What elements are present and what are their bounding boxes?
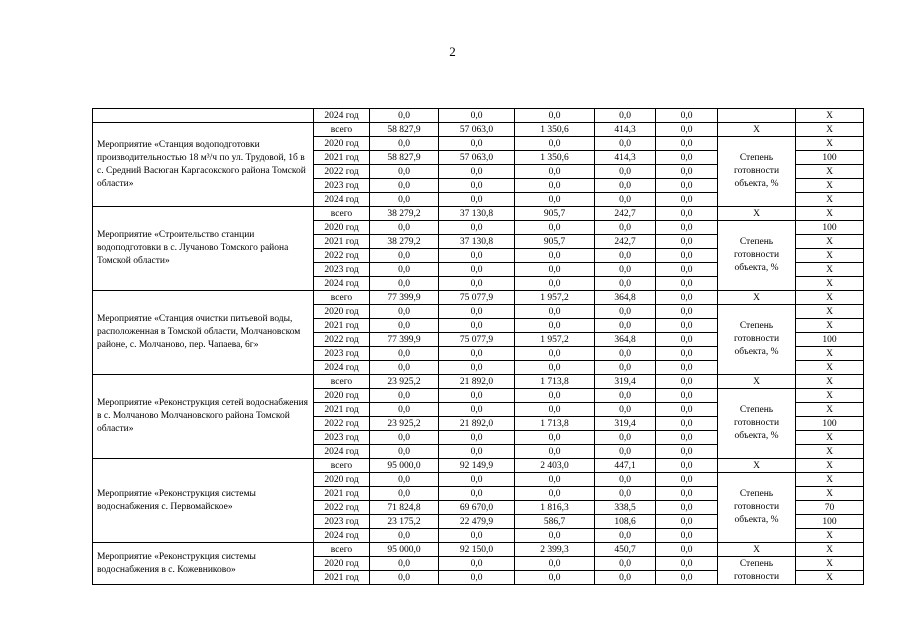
activity-name: Мероприятие «Строительство станции водоподготовки в с. Лучаново Томского района Томской области»	[93, 207, 314, 291]
value-cell: 92 150,0	[439, 543, 515, 557]
activity-name: Мероприятие «Реконструкция системы водоснабжения в с. Кожевниково»	[93, 543, 314, 585]
value-cell: 37 130,8	[439, 235, 515, 249]
value-cell: 0,0	[515, 277, 595, 291]
value-cell: 0,0	[370, 361, 439, 375]
value-cell: 0,0	[439, 557, 515, 571]
value-cell: 0,0	[656, 207, 718, 221]
value-cell: 0,0	[439, 389, 515, 403]
value-cell: 0,0	[370, 179, 439, 193]
value-cell: 57 063,0	[439, 151, 515, 165]
table-body	[93, 109, 864, 585]
value-cell: 1 957,2	[515, 291, 595, 305]
value-cell: 0,0	[656, 529, 718, 543]
value-cell: 0,0	[370, 445, 439, 459]
value-cell: 447,1	[595, 459, 656, 473]
year-cell: 2022 год	[314, 249, 370, 263]
value-cell: 0,0	[656, 543, 718, 557]
value-cell: 364,8	[595, 291, 656, 305]
value-cell: 0,0	[439, 487, 515, 501]
value-cell: 0,0	[656, 473, 718, 487]
target-cell: X	[796, 305, 864, 319]
value-cell: 0,0	[595, 529, 656, 543]
target-cell: X	[796, 375, 864, 389]
value-cell: 0,0	[515, 403, 595, 417]
value-cell: 2 403,0	[515, 459, 595, 473]
value-cell: 0,0	[595, 487, 656, 501]
value-cell: 0,0	[656, 459, 718, 473]
value-cell: 0,0	[439, 137, 515, 151]
value-cell: 0,0	[515, 529, 595, 543]
value-cell: 364,8	[595, 333, 656, 347]
value-cell: 0,0	[370, 557, 439, 571]
value-cell: 0,0	[515, 473, 595, 487]
value-cell: 0,0	[515, 361, 595, 375]
indicator-name: Степень готовности объекта, %	[718, 473, 796, 543]
value-cell: 0,0	[515, 179, 595, 193]
value-cell: 319,4	[595, 375, 656, 389]
activity-name: Мероприятие «Станция водоподготовки производительностью 18 м³/ч по ул. Трудовой, 1б в с. Средний Васюган Каргасокского района Томской области»	[93, 123, 314, 207]
year-cell: всего	[314, 459, 370, 473]
blank-cell	[93, 109, 314, 123]
value-cell: 0,0	[656, 361, 718, 375]
value-cell: 0,0	[515, 137, 595, 151]
target-cell: X	[796, 389, 864, 403]
value-cell: 0,0	[515, 249, 595, 263]
value-cell: 0,0	[656, 571, 718, 585]
value-cell: 0,0	[370, 347, 439, 361]
value-cell: 0,0	[595, 137, 656, 151]
target-cell: X	[796, 137, 864, 151]
year-cell: 2024 год	[314, 529, 370, 543]
value-cell: 0,0	[656, 389, 718, 403]
target-cell: X	[796, 319, 864, 333]
page-number: 2	[449, 44, 456, 59]
target-cell: X	[796, 403, 864, 417]
year-cell: 2020 год	[314, 221, 370, 235]
value-cell: 38 279,2	[370, 207, 439, 221]
value-cell: 77 399,9	[370, 333, 439, 347]
activity-name: Мероприятие «Реконструкция системы водоснабжения с. Первомайское»	[93, 459, 314, 543]
value-cell: 0,0	[370, 221, 439, 235]
value-cell: 0,0	[439, 249, 515, 263]
value-cell: 0,0	[656, 305, 718, 319]
target-cell: X	[796, 543, 864, 557]
target-cell: X	[796, 361, 864, 375]
value-cell: 0,0	[656, 515, 718, 529]
value-cell: 0,0	[656, 487, 718, 501]
value-cell: 0,0	[656, 403, 718, 417]
value-cell: 0,0	[595, 403, 656, 417]
target-cell: X	[796, 207, 864, 221]
value-cell: 0,0	[439, 193, 515, 207]
indicator-cell	[718, 109, 796, 123]
value-cell: 75 077,9	[439, 333, 515, 347]
value-cell: 23 175,2	[370, 515, 439, 529]
value-cell: 0,0	[656, 417, 718, 431]
year-cell: 2023 год	[314, 179, 370, 193]
value-cell: 450,7	[595, 543, 656, 557]
value-cell: 0,0	[370, 249, 439, 263]
target-cell: 100	[796, 333, 864, 347]
value-cell: 0,0	[439, 165, 515, 179]
value-cell: 0,0	[439, 431, 515, 445]
value-cell: 0,0	[515, 347, 595, 361]
year-cell: 2020 год	[314, 473, 370, 487]
target-cell: X	[796, 529, 864, 543]
target-cell: X	[796, 277, 864, 291]
value-cell: 0,0	[370, 193, 439, 207]
indicator-cell: X	[718, 207, 796, 221]
value-cell: 0,0	[656, 375, 718, 389]
value-cell: 0,0	[439, 277, 515, 291]
value-cell: 0,0	[595, 179, 656, 193]
value-cell: 0,0	[515, 305, 595, 319]
value-cell: 0,0	[656, 249, 718, 263]
value-cell: 242,7	[595, 235, 656, 249]
target-cell: X	[796, 165, 864, 179]
value-cell: 0,0	[370, 109, 439, 123]
target-cell: X	[796, 445, 864, 459]
activity-name: Мероприятие «Станция очистки питьевой воды, расположенная в Томской области, Молчановском районе, с. Молчаново, пер. Чапаева, 6г»	[93, 291, 314, 375]
year-cell: 2022 год	[314, 417, 370, 431]
table-row	[93, 291, 864, 305]
year-cell: 2023 год	[314, 347, 370, 361]
value-cell: 0,0	[656, 291, 718, 305]
target-cell: X	[796, 193, 864, 207]
value-cell: 0,0	[370, 389, 439, 403]
year-cell: всего	[314, 375, 370, 389]
indicator-cell: X	[718, 291, 796, 305]
value-cell: 0,0	[515, 165, 595, 179]
value-cell: 0,0	[656, 263, 718, 277]
indicator-cell: X	[718, 543, 796, 557]
year-cell: 2023 год	[314, 515, 370, 529]
value-cell: 37 130,8	[439, 207, 515, 221]
value-cell: 0,0	[656, 165, 718, 179]
value-cell: 0,0	[515, 109, 595, 123]
value-cell: 414,3	[595, 151, 656, 165]
year-cell: 2024 год	[314, 193, 370, 207]
target-cell: X	[796, 263, 864, 277]
target-cell: X	[796, 459, 864, 473]
value-cell: 1 713,8	[515, 375, 595, 389]
value-cell: 0,0	[370, 305, 439, 319]
value-cell: 0,0	[439, 305, 515, 319]
table-row	[93, 459, 864, 473]
table-row	[93, 123, 864, 137]
indicator-name: Степень готовности объекта, %	[718, 137, 796, 207]
year-cell: 2022 год	[314, 501, 370, 515]
value-cell: 0,0	[656, 445, 718, 459]
value-cell: 92 149,9	[439, 459, 515, 473]
value-cell: 71 824,8	[370, 501, 439, 515]
value-cell: 0,0	[595, 221, 656, 235]
year-cell: 2021 год	[314, 571, 370, 585]
year-cell: 2023 год	[314, 263, 370, 277]
value-cell: 0,0	[370, 263, 439, 277]
value-cell: 0,0	[439, 319, 515, 333]
value-cell: 319,4	[595, 417, 656, 431]
year-cell: 2023 год	[314, 431, 370, 445]
indicator-cell: X	[718, 459, 796, 473]
value-cell: 0,0	[515, 221, 595, 235]
value-cell: 22 479,9	[439, 515, 515, 529]
value-cell: 0,0	[515, 571, 595, 585]
value-cell: 21 892,0	[439, 375, 515, 389]
target-cell: 70	[796, 501, 864, 515]
value-cell: 0,0	[439, 445, 515, 459]
year-cell: 2020 год	[314, 389, 370, 403]
value-cell: 0,0	[370, 165, 439, 179]
value-cell: 0,0	[656, 319, 718, 333]
value-cell: 0,0	[370, 403, 439, 417]
indicator-name: Степень готовности объекта, %	[718, 221, 796, 291]
year-cell: 2021 год	[314, 151, 370, 165]
value-cell: 0,0	[370, 487, 439, 501]
activity-table	[92, 108, 864, 585]
value-cell: 1 816,3	[515, 501, 595, 515]
year-cell: 2024 год	[314, 277, 370, 291]
value-cell: 0,0	[595, 445, 656, 459]
indicator-name: Степень готовности	[718, 557, 796, 585]
value-cell: 23 925,2	[370, 417, 439, 431]
value-cell: 0,0	[515, 445, 595, 459]
value-cell: 75 077,9	[439, 291, 515, 305]
value-cell: 0,0	[439, 473, 515, 487]
value-cell: 0,0	[595, 389, 656, 403]
target-cell: X	[796, 235, 864, 249]
value-cell: 242,7	[595, 207, 656, 221]
value-cell: 0,0	[595, 571, 656, 585]
value-cell: 0,0	[595, 305, 656, 319]
value-cell: 0,0	[595, 165, 656, 179]
value-cell: 905,7	[515, 207, 595, 221]
indicator-name: Степень готовности объекта, %	[718, 389, 796, 459]
target-cell: 100	[796, 151, 864, 165]
value-cell: 905,7	[515, 235, 595, 249]
value-cell: 108,6	[595, 515, 656, 529]
value-cell: 0,0	[595, 473, 656, 487]
target-cell: 100	[796, 515, 864, 529]
value-cell: 0,0	[595, 277, 656, 291]
target-cell: X	[796, 431, 864, 445]
value-cell: 0,0	[370, 431, 439, 445]
value-cell: 586,7	[515, 515, 595, 529]
value-cell: 38 279,2	[370, 235, 439, 249]
value-cell: 0,0	[656, 431, 718, 445]
value-cell: 0,0	[595, 193, 656, 207]
value-cell: 1 350,6	[515, 123, 595, 137]
value-cell: 0,0	[370, 529, 439, 543]
table-row	[93, 375, 864, 389]
value-cell: 77 399,9	[370, 291, 439, 305]
year-cell: 2020 год	[314, 557, 370, 571]
year-cell: всего	[314, 123, 370, 137]
value-cell: 95 000,0	[370, 543, 439, 557]
year-cell: 2021 год	[314, 403, 370, 417]
value-cell: 0,0	[439, 403, 515, 417]
value-cell: 414,3	[595, 123, 656, 137]
value-cell: 0,0	[515, 487, 595, 501]
value-cell: 0,0	[439, 529, 515, 543]
value-cell: 0,0	[439, 179, 515, 193]
value-cell: 21 892,0	[439, 417, 515, 431]
value-cell: 0,0	[370, 277, 439, 291]
value-cell: 0,0	[370, 473, 439, 487]
value-cell: 69 670,0	[439, 501, 515, 515]
value-cell: 0,0	[439, 361, 515, 375]
year-cell: 2021 год	[314, 319, 370, 333]
target-cell: X	[796, 473, 864, 487]
table-row	[93, 543, 864, 557]
value-cell: 0,0	[515, 193, 595, 207]
year-cell: 2024 год	[314, 109, 370, 123]
target-cell: 100	[796, 221, 864, 235]
year-cell: 2020 год	[314, 137, 370, 151]
year-cell: 2021 год	[314, 487, 370, 501]
target-cell: X	[796, 291, 864, 305]
value-cell: 0,0	[656, 277, 718, 291]
year-cell: всего	[314, 543, 370, 557]
value-cell: 0,0	[656, 347, 718, 361]
year-cell: всего	[314, 291, 370, 305]
year-cell: 2021 год	[314, 235, 370, 249]
value-cell: 0,0	[656, 333, 718, 347]
year-cell: 2022 год	[314, 333, 370, 347]
value-cell: 0,0	[595, 361, 656, 375]
value-cell: 1 957,2	[515, 333, 595, 347]
value-cell: 1 350,6	[515, 151, 595, 165]
value-cell: 0,0	[515, 557, 595, 571]
value-cell: 0,0	[656, 501, 718, 515]
value-cell: 0,0	[595, 263, 656, 277]
value-cell: 0,0	[439, 221, 515, 235]
value-cell: 0,0	[656, 557, 718, 571]
value-cell: 0,0	[439, 109, 515, 123]
indicator-cell: X	[718, 123, 796, 137]
year-cell: всего	[314, 207, 370, 221]
indicator-cell: X	[718, 375, 796, 389]
value-cell: 0,0	[656, 109, 718, 123]
value-cell: 0,0	[656, 123, 718, 137]
value-cell: 0,0	[656, 179, 718, 193]
table-row	[93, 207, 864, 221]
value-cell: 0,0	[515, 319, 595, 333]
value-cell: 0,0	[370, 319, 439, 333]
target-cell: X	[796, 347, 864, 361]
value-cell: 0,0	[370, 137, 439, 151]
value-cell: 0,0	[439, 263, 515, 277]
target-cell: X	[796, 557, 864, 571]
value-cell: 2 399,3	[515, 543, 595, 557]
value-cell: 338,5	[595, 501, 656, 515]
target-cell: X	[796, 249, 864, 263]
value-cell: 0,0	[595, 109, 656, 123]
table-row	[93, 109, 864, 123]
value-cell: 95 000,0	[370, 459, 439, 473]
value-cell: 57 063,0	[439, 123, 515, 137]
value-cell: 0,0	[656, 151, 718, 165]
year-cell: 2020 год	[314, 305, 370, 319]
value-cell: 0,0	[370, 571, 439, 585]
year-cell: 2024 год	[314, 445, 370, 459]
value-cell: 23 925,2	[370, 375, 439, 389]
value-cell: 0,0	[515, 389, 595, 403]
year-cell: 2024 год	[314, 361, 370, 375]
target-cell: X	[796, 571, 864, 585]
value-cell: 0,0	[656, 137, 718, 151]
value-cell: 0,0	[656, 235, 718, 249]
target-cell: 100	[796, 417, 864, 431]
value-cell: 0,0	[439, 347, 515, 361]
target-cell: X	[796, 487, 864, 501]
value-cell: 0,0	[656, 193, 718, 207]
target-cell: X	[796, 179, 864, 193]
value-cell: 0,0	[515, 263, 595, 277]
value-cell: 0,0	[595, 347, 656, 361]
value-cell: 0,0	[595, 319, 656, 333]
year-cell: 2022 год	[314, 165, 370, 179]
value-cell: 0,0	[439, 571, 515, 585]
value-cell: 0,0	[595, 249, 656, 263]
value-cell: 0,0	[656, 221, 718, 235]
value-cell: 58 827,9	[370, 123, 439, 137]
target-cell: X	[796, 109, 864, 123]
activity-name: Мероприятие «Реконструкция сетей водоснабжения в с. Молчаново Молчановского района Томской области»	[93, 375, 314, 459]
value-cell: 1 713,8	[515, 417, 595, 431]
indicator-name: Степень готовности объекта, %	[718, 305, 796, 375]
target-cell: X	[796, 123, 864, 137]
value-cell: 0,0	[595, 431, 656, 445]
value-cell: 58 827,9	[370, 151, 439, 165]
value-cell: 0,0	[595, 557, 656, 571]
value-cell: 0,0	[515, 431, 595, 445]
